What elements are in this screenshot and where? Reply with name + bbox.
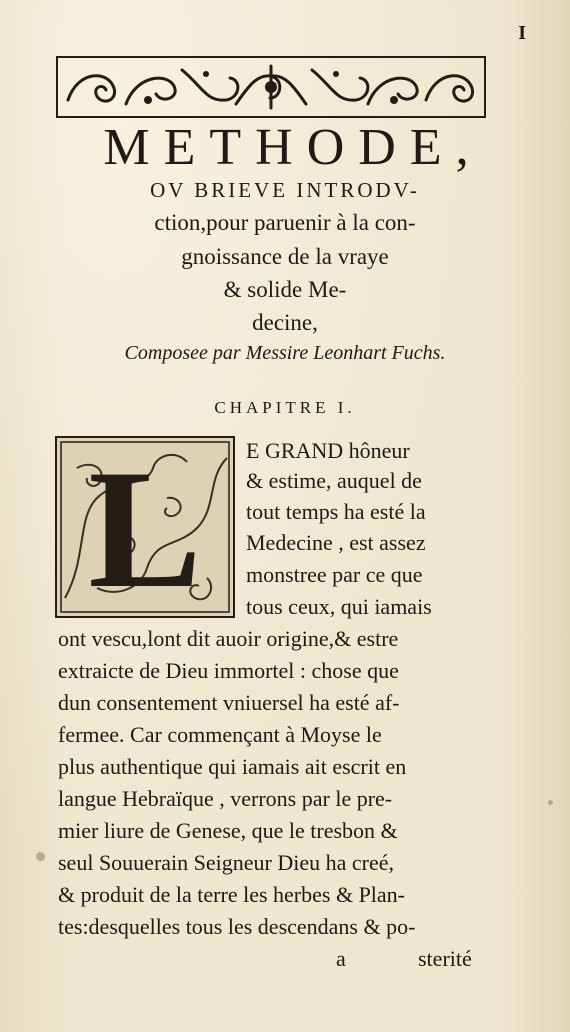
chapter-heading: CHAPITRE I.: [214, 398, 356, 417]
body-line: monstree par ce que: [246, 562, 423, 587]
subtitle-line-4: & solide Me-: [223, 277, 347, 302]
ink-spot: [36, 852, 45, 861]
book-title: METHODE,: [103, 119, 483, 176]
page-number: I: [518, 22, 526, 44]
body-line: extraicte de Dieu immortel : chose que: [58, 658, 399, 683]
decorated-initial: [55, 435, 235, 623]
catchword: sterité: [418, 946, 472, 971]
body-line: & estime, auquel de: [246, 468, 422, 493]
body-line: tes:desquelles tous les descendans & po-: [58, 914, 416, 939]
subtitle-line-3: gnoissance de la vraye: [181, 244, 389, 269]
subtitle-line-5: decine,: [252, 310, 318, 335]
signature-mark: a: [336, 946, 346, 971]
subtitle-line-1: OV BRIEVE INTRODV-: [150, 178, 420, 202]
body-line: mier liure de Genese, que le tresbon &: [58, 818, 398, 843]
ink-spot: [548, 800, 553, 805]
body-line: fermee. Car commençant à Moyse le: [58, 722, 382, 747]
body-line: & produit de la terre les herbes & Plan-: [58, 882, 406, 907]
body-line: ont vescu,lont dit auoir origine,& estre: [58, 626, 399, 651]
ornamental-headpiece: [56, 56, 486, 118]
drop-cap-letter: L: [88, 435, 202, 623]
body-line: tous ceux, qui iamais: [246, 594, 432, 619]
body-line: plus authentique qui iamais ait escrit en: [58, 754, 407, 779]
body-line: langue Hebraïque , verrons par le pre-: [58, 786, 393, 811]
body-line: E GRAND hôneur: [246, 438, 410, 463]
subtitle-line-2: ction,pour paruenir à la con-: [154, 210, 416, 235]
body-line: seul Souuerain Seigneur Dieu ha creé,: [58, 850, 394, 875]
body-line: Medecine , est assez: [246, 530, 426, 555]
body-line: dun consentement vniuersel ha esté af-: [58, 690, 400, 715]
author-line: Composee par Messire Leonhart Fuchs.: [124, 342, 446, 364]
body-line: tout temps ha esté la: [246, 499, 426, 524]
